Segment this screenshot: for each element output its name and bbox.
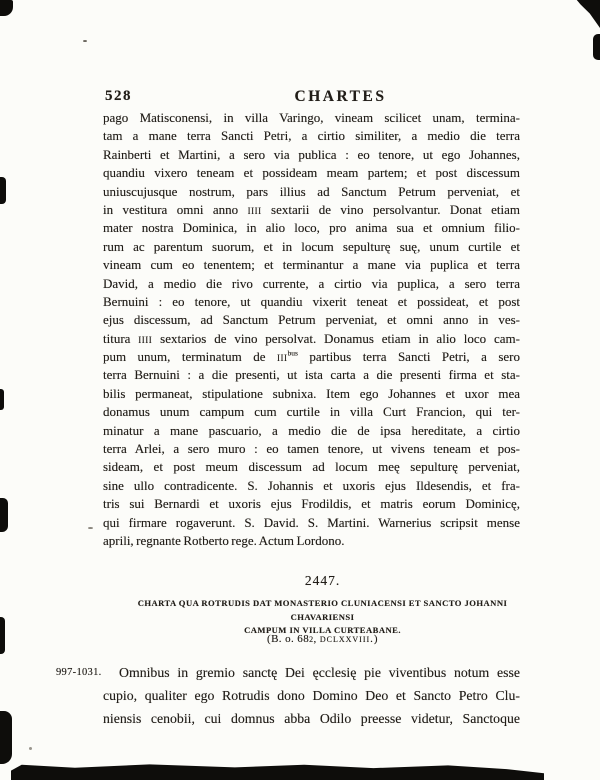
text-line: rum ac parentum suorum, et in locum sepulturę suę, unum curtile et — [103, 238, 520, 254]
text-segment: in vestitura omni anno — [103, 201, 248, 217]
reference-text: (B. o. 68 — [267, 633, 310, 645]
text-line: tris sui Bernardi et uxoris ejus Frodildis, et matris eorum Dominicę, — [103, 496, 520, 512]
scan-artifact-left-edge — [0, 617, 5, 654]
text-line — [103, 330, 520, 348]
text-line: terra Bernuini : a die presenti, ut ista carta a die presenti firma et sta- — [103, 367, 520, 383]
scan-artifact-left-edge — [0, 177, 6, 204]
text-line: uniuscujusque nostrum, pars illius ad Sanctum Petrum perveniat, et — [103, 183, 520, 199]
text-line: bilis permaneat, stipulatione subnixa. Item ego Johannes et uxor mea — [103, 385, 520, 401]
text-line: terra Arlei, a sero muro : eo tamen tenore, ut vivens teneam et pos- — [103, 441, 520, 457]
scan-artifact-left-edge — [0, 711, 12, 764]
reference-text: ) — [373, 633, 378, 645]
text-line: sideam, et post meum discessum ad locum meę sepulturę perveniat, — [103, 459, 520, 475]
charter-2447-body — [103, 661, 520, 731]
text-segment: partibus terra Sancti Petri, a sero — [297, 349, 520, 365]
scan-artifact-top-left — [0, 0, 13, 16]
reference-roman-numeral: dclxxviii. — [319, 633, 374, 645]
charter-title — [114, 597, 531, 638]
scan-artifact-top-right — [573, 0, 600, 28]
scan-speck — [83, 40, 87, 42]
text-line: sine ullo contradicente. S. Johannis et uxoris ejus Ildesendis, et fra- — [103, 477, 520, 493]
text-line: qui firmare rogaverunt. S. David. S. Martini. Warnerius scripsit mense — [103, 514, 520, 530]
scan-artifact-left-edge — [0, 389, 4, 410]
text-line: aprili, regnante Rotberto rege. Actum Lordono. — [103, 532, 345, 548]
text-line: Omnibus in gremio sanctę Dei ęcclesię pie viventibus notum esse — [119, 665, 520, 680]
scan-artifact-bottom-edge — [11, 763, 544, 780]
text-segment: titura — [103, 330, 139, 346]
reference-text: , — [313, 633, 320, 645]
text-line: David, a medio die rivo currente, a cirtio via puplica, a sero terra — [103, 275, 520, 291]
margin-date: 997-1031. — [56, 667, 102, 678]
scan-artifact-right-edge — [593, 34, 600, 60]
text-line: ejus discessum, ad Sanctum Petrum perveniat, et omni anno in ves- — [103, 312, 520, 328]
reference-subscript: 2 — [309, 635, 314, 644]
page-number: 528 — [105, 88, 132, 104]
text-line — [103, 201, 520, 219]
charter-number: 2447. — [304, 573, 341, 588]
charter-2446-body — [103, 109, 520, 550]
text-segment: sextarii de vino persolvantur. Donat etiam — [261, 201, 520, 217]
text-line: Bernuini : eo tenore, ut quandiu vixerit teneat et possideat, et post — [103, 293, 520, 309]
scan-artifact-left-edge — [0, 498, 8, 532]
text-line: Rainberti et Martini, a sero via publica : eo tenore, ut ego Johannes, — [103, 146, 520, 162]
text-line: niensis cenobii, cui domnus abba Odilo preesse videtur, Sanctoque — [103, 711, 520, 727]
text-line: vineam cum eo tenentem; et terminantur a mane via puplica et terra — [103, 257, 520, 273]
running-head — [103, 88, 520, 108]
source-reference — [114, 633, 531, 645]
running-title: CHARTES — [294, 88, 387, 105]
text-segment: sextarios de vino persolvat. Donamus etiam in alio loco cam- — [152, 330, 520, 346]
text-line: cupio, qualiter ego Rotrudis dono Domino Deo et Sancto Petro Clu- — [103, 688, 520, 704]
text-segment: pum unum, terminatum de — [103, 349, 277, 365]
text-line — [103, 348, 520, 366]
text-line: donamus unum campum cum curtile in villa Curt Francion, qui ter- — [103, 404, 520, 420]
charter-title-line: CAMPUM IN VILLA CURTEABANE. — [244, 625, 401, 635]
roman-numeral: iiii — [247, 201, 262, 217]
text-line: quandiu vixero teneam et possideam meam partem; et post discessum — [103, 165, 520, 181]
text-line: tam a mane terra Sancti Petri, a cirtio similiter, a medio die terra — [103, 128, 520, 144]
text-line: minatur a mane pascuario, a medio die de ipsa hereditate, a cirtio — [103, 422, 520, 438]
text-line: mater nostra Dominica, in alio loco, pro anima sua et omnium filio- — [103, 220, 520, 236]
text-line: pago Matisconensi, in villa Varingo, vineam scilicet unam, termina- — [103, 110, 520, 125]
charter-title-line: CHARTA QUA ROTRUDIS DAT MONASTERIO CLUNIACENSI ET SANCTO JOHANNI CHAVARIENSI — [137, 598, 508, 622]
scan-speck — [29, 747, 32, 750]
roman-numeral: iii — [276, 349, 288, 365]
superscript-abbreviation: bus — [287, 348, 298, 358]
roman-numeral: iiii — [138, 330, 153, 346]
scan-speck — [88, 527, 93, 529]
